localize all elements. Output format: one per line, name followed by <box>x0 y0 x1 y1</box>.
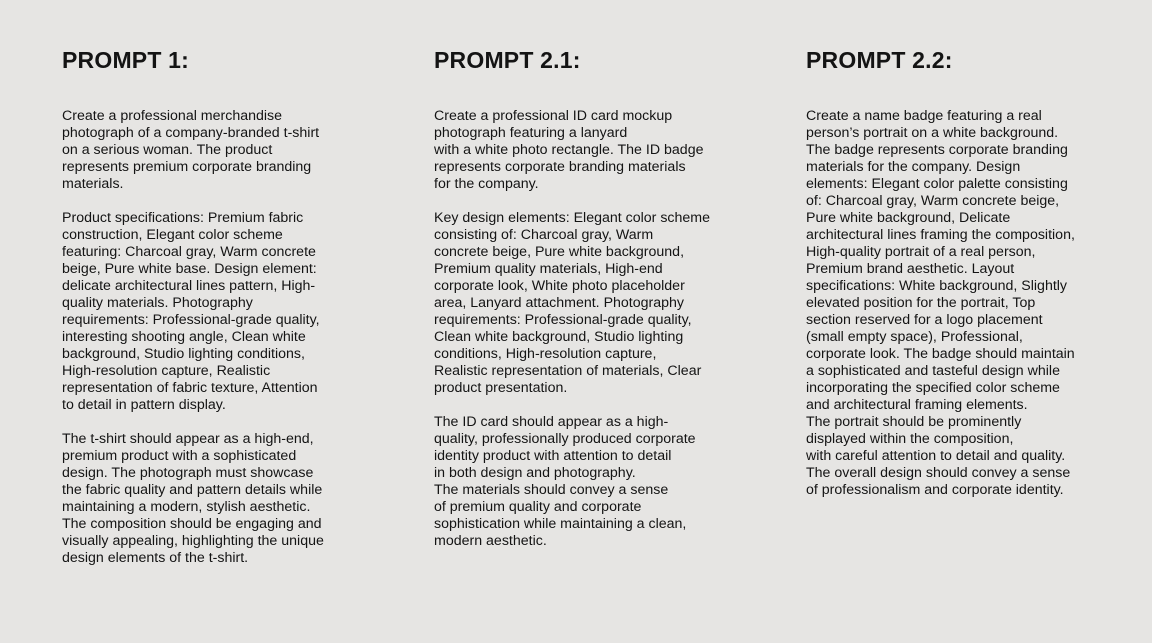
text-line: The portrait should be prominently <box>806 414 1022 430</box>
text-line: premium product with a sophisticated <box>62 448 297 464</box>
text-line: represents premium corporate branding <box>62 159 312 175</box>
text-line: consisting of: Charcoal gray, Warm <box>434 227 654 243</box>
text-line: incorporating the specified color scheme <box>806 380 1060 396</box>
text-line: person’s portrait on a white background. <box>806 125 1059 141</box>
text-line: the fabric quality and pattern details while <box>62 482 323 498</box>
text-line: for the company. <box>434 176 539 192</box>
text-line: delicate architectural lines pattern, High- <box>62 278 316 294</box>
text-line: The materials should convey a sense <box>434 482 669 498</box>
text-line: with careful attention to detail and quality. <box>806 448 1066 464</box>
text-line: of premium quality and corporate <box>434 499 642 515</box>
text-line: interesting shooting angle, Clean white <box>62 329 306 345</box>
text-line: product presentation. <box>434 380 568 396</box>
text-line: The badge represents corporate branding <box>806 142 1068 158</box>
text-line: displayed within the composition, <box>806 431 1014 447</box>
text-line: materials for the company. Design <box>806 159 1021 175</box>
text-line: The t-shirt should appear as a high-end, <box>62 431 314 447</box>
text-line: design. The photograph must showcase <box>62 465 314 481</box>
text-line: concrete beige, Pure white background, <box>434 244 685 260</box>
text-line: (small empty space), Professional, <box>806 329 1023 345</box>
text-line: Product specifications: Premium fabric <box>62 210 304 226</box>
text-line: area, Lanyard attachment. Photography <box>434 295 685 311</box>
text-line: Create a professional merchandise <box>62 108 283 124</box>
text-line: sophistication while maintaining a clean, <box>434 516 687 532</box>
prompt-2-2-body <box>806 108 1106 499</box>
text-line: corporate look. The badge should maintain <box>806 346 1075 362</box>
text-line: visually appealing, highlighting the unique <box>62 533 324 549</box>
text-line: architectural lines framing the composition, <box>806 227 1075 243</box>
text-line: Create a name badge featuring a real <box>806 108 1042 124</box>
text-line: of professionalism and corporate identity. <box>806 482 1064 498</box>
prompt-2-2-column <box>806 46 1106 499</box>
text-line: Key design elements: Elegant color scheme <box>434 210 711 226</box>
text-line: The ID card should appear as a high- <box>434 414 669 430</box>
text-line: representation of fabric texture, Attention <box>62 380 318 396</box>
text-line: High-quality portrait of a real person, <box>806 244 1036 260</box>
text-line: identity product with attention to detail <box>434 448 672 464</box>
prompt-2-1-paragraph <box>434 414 734 550</box>
text-line: The composition should be engaging and <box>62 516 322 532</box>
text-line: featuring: Charcoal gray, Warm concrete <box>62 244 316 260</box>
text-line: of: Charcoal gray, Warm concrete beige, <box>806 193 1060 209</box>
text-line: elements: Elegant color palette consisting <box>806 176 1068 192</box>
text-line: quality materials. Photography <box>62 295 253 311</box>
text-line: Premium quality materials, High-end <box>434 261 663 277</box>
text-line: corporate look, White photo placeholder <box>434 278 685 294</box>
text-line: High-resolution capture, Realistic <box>62 363 271 379</box>
prompt-2-1-paragraph <box>434 108 734 193</box>
text-line: beige, Pure white base. Design element: <box>62 261 317 277</box>
text-line: Clean white background, Studio lighting <box>434 329 684 345</box>
text-line: section reserved for a logo placement <box>806 312 1043 328</box>
prompt-2-1-body <box>434 108 734 550</box>
prompt-1-title: PROMPT 1: <box>62 47 190 73</box>
text-line: requirements: Professional-grade quality, <box>62 312 320 328</box>
text-line: Create a professional ID card mockup <box>434 108 673 124</box>
prompt-1-paragraph <box>62 210 362 414</box>
prompt-2-2-title: PROMPT 2.2: <box>806 47 953 73</box>
text-line: maintaining a modern, stylish aesthetic. <box>62 499 311 515</box>
text-line: quality, professionally produced corporate <box>434 431 696 447</box>
text-line: background, Studio lighting conditions, <box>62 346 305 362</box>
prompt-1-column <box>62 46 362 567</box>
text-line: materials. <box>62 176 124 192</box>
text-line: elevated position for the portrait, Top <box>806 295 1036 311</box>
text-line: design elements of the t-shirt. <box>62 550 249 566</box>
text-line: photograph featuring a lanyard <box>434 125 628 141</box>
text-line: Realistic representation of materials, Clear <box>434 363 702 379</box>
text-line: Pure white background, Delicate <box>806 210 1011 226</box>
text-line: on a serious woman. The product <box>62 142 273 158</box>
text-line: Premium brand aesthetic. Layout <box>806 261 1015 277</box>
text-line: conditions, High-resolution capture, <box>434 346 657 362</box>
text-line: photograph of a company-branded t-shirt <box>62 125 320 141</box>
prompt-1-paragraph <box>62 108 362 193</box>
prompt-2-1-title: PROMPT 2.1: <box>434 47 581 73</box>
text-line: specifications: White background, Slightly <box>806 278 1068 294</box>
prompt-2-1-paragraph <box>434 210 734 397</box>
text-line: represents corporate branding materials <box>434 159 686 175</box>
text-line: with a white photo rectangle. The ID badge <box>434 142 704 158</box>
text-line: modern aesthetic. <box>434 533 547 549</box>
text-line: a sophisticated and tasteful design while <box>806 363 1060 379</box>
text-line: to detail in pattern display. <box>62 397 226 413</box>
text-line: requirements: Professional-grade quality, <box>434 312 692 328</box>
text-line: in both design and photography. <box>434 465 636 481</box>
text-line: The overall design should convey a sense <box>806 465 1071 481</box>
prompt-2-1-column <box>434 46 734 550</box>
prompt-1-body <box>62 108 362 567</box>
prompt-2-2-paragraph <box>806 108 1106 499</box>
text-line: and architectural framing elements. <box>806 397 1028 413</box>
text-line: construction, Elegant color scheme <box>62 227 283 243</box>
prompt-1-paragraph <box>62 431 362 567</box>
